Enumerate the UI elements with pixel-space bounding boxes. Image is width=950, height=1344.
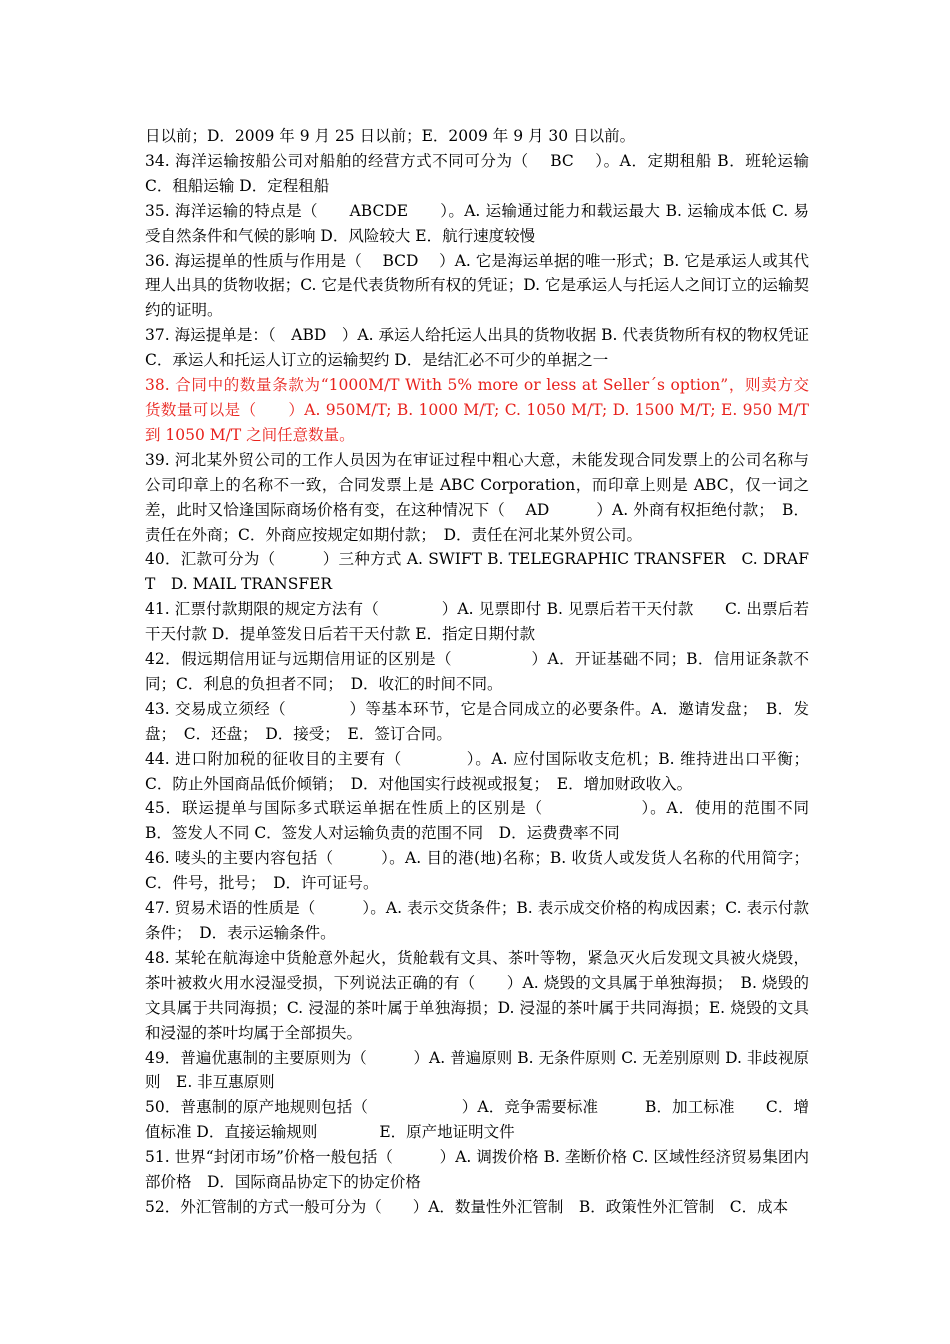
question-47: 47. 贸易术语的性质是（ ）。A. 表示交货条件；B. 表示成交价格的构成因素；C. 表示付款条件； D．表示运输条件。 bbox=[145, 899, 809, 942]
question-35: 35. 海洋运输的特点是（ ABCDE ）。A. 运输通过能力和载运最大 B. 运输成本低 C. 易受自然条件和气候的影响 D．风险较大 E．航行速度较慢 bbox=[145, 201, 809, 245]
document-body bbox=[145, 124, 825, 1220]
question-49: 49．普遍优惠制的主要原则为（ ）A. 普遍原则 B. 无条件原则 C. 无差别原则 D. 非歧视原则 E. 非互惠原则 bbox=[145, 1048, 809, 1092]
question-38-highlighted: 38. 合同中的数量条款为“1000M/T With 5% more or less at Seller´s option”，则卖方交货数量可以是（ ）A. 950M/T; B. 1000 M/T; C. 1050 M/T; D. 1500 M/T; E. 950 M/T 到 1050 M/T 之间任意数量。 bbox=[145, 376, 809, 444]
question-37: 37. 海运提单是：（ ABD ）A. 承运人给托运人出具的货物收据 B. 代表货物所有权的物权凭证 C．承运人和托运人订立的运输契约 D．是结汇必不可少的单据之一 bbox=[145, 326, 809, 370]
question-42: 42．假远期信用证与远期信用证的区别是（ ）A．开证基础不同；B．信用证条款不同；C．利息的负担者不同； D．收汇的时间不同。 bbox=[145, 650, 809, 693]
question-34: 34. 海洋运输按船公司对船舶的经营方式不同可分为（ BC ）。A．定期租船 B．班轮运输 C．租船运输 D．定程租船 bbox=[145, 151, 825, 195]
question-51: 51. 世界“封闭市场”价格一般包括（ ）A. 调拨价格 B. 垄断价格 C. 区域性经济贸易集团内部价格 D．国际商品协定下的协定价格 bbox=[145, 1148, 809, 1192]
question-45: 45．联运提单与国际多式联运单据在性质上的区别是（ ）。A．使用的范围不同 B．签发人不同 C．签发人对运输负责的范围不同 D．运费费率不同 bbox=[145, 799, 825, 843]
question-41: 41. 汇票付款期限的规定方法有（ ）A. 见票即付 B. 见票后若干天付款 C. 出票后若干天付款 D．提单签发日后若干天付款 E．指定日期付款 bbox=[145, 600, 809, 644]
question-39: 39. 河北某外贸公司的工作人员因为在审证过程中粗心大意，未能发现合同发票上的公司名称与公司印章上的名称不一致，合同发票上是 ABC Corporation，而印章上则是 ABC，仅一词之差，此时又恰逢国际商场价格有变，在这种情况下（ AD ）A. 外商有权拒绝付款； B．责任在外商；C．外商应按规定如期付款； D．责任在河北某外贸公司。 bbox=[145, 450, 809, 544]
question-43: 43. 交易成立须经（ ）等基本环节，它是合同成立的必要条件。A．邀请发盘； B．发盘； C．还盘； D．接受； E．签订合同。 bbox=[145, 699, 809, 743]
question-36: 36. 海运提单的性质与作用是（ BCD ）A. 它是海运单据的唯一形式；B. 它是承运人或其代理人出具的货物收据；C. 它是代表货物所有权的凭证；D. 它是承运人与托运人之间订立的运输契约的证明。 bbox=[145, 251, 809, 320]
question-46: 46. 唛头的主要内容包括（ ）。A. 目的港(地)名称；B. 收货人或发货人名称的代用简字；C．件号，批号； D．许可证号。 bbox=[145, 849, 809, 893]
question-52: 52．外汇管制的方式一般可分为（ ）A．数量性外汇管制 B．政策性外汇管制 C．成本 bbox=[145, 1197, 789, 1216]
question-44: 44. 进口附加税的征收目的主要有（ ）。A. 应付国际收支危机；B. 维持进出口平衡；C．防止外国商品低价倾销； D．对他国实行歧视或报复； E．增加财政收入。 bbox=[145, 749, 809, 793]
question-33-tail: 日以前；D．2009 年 9 月 25 日以前；E．2009 年 9 月 30 日以前。 bbox=[145, 127, 636, 145]
question-40: 40．汇款可分为（ ）三种方式 A. SWIFT B. TELEGRAPHIC TRANSFER C. DRAFT D. MAIL TRANSFER bbox=[145, 550, 809, 594]
question-48: 48. 某轮在航海途中货舱意外起火，货舱载有文具、茶叶等物，紧急灭火后发现文具被火烧毁，茶叶被救火用水浸湿受损，下列说法正确的有（ ）A. 烧毁的文具属于单独海损； B. 烧毁的文具属于共同海损；C. 浸湿的茶叶属于单独海损；D. 浸湿的茶叶属于共同海损；E. 烧毁的文具和浸湿的茶叶均属于全部损失。 bbox=[145, 948, 809, 1042]
question-50: 50．普惠制的原产地规则包括（ ）A．竞争需要标准 B．加工标准 C．增值标准 D．直接运输规则 E．原产地证明文件 bbox=[145, 1098, 809, 1142]
